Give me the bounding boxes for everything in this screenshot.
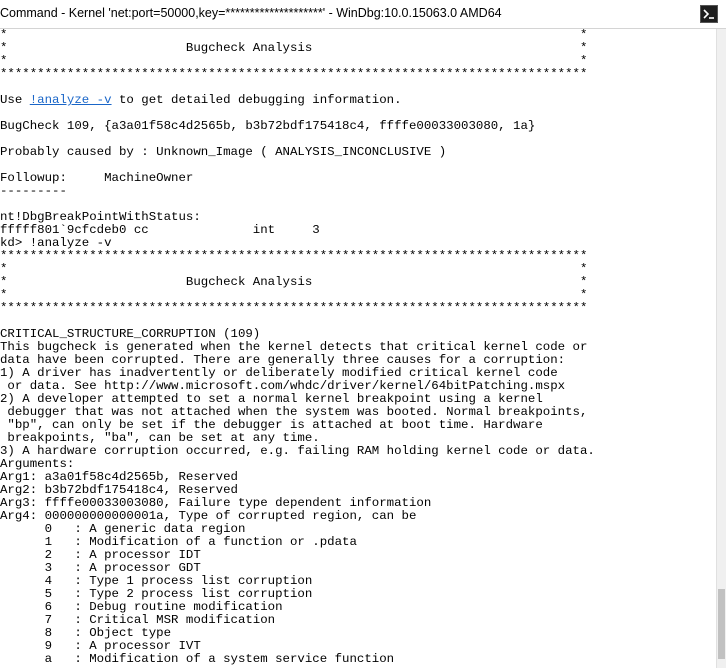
output-line	[0, 94, 716, 107]
output-line: 9 : A processor IVT	[0, 639, 201, 653]
title-bar	[0, 0, 726, 29]
output-line: *******************************************************************************	[0, 249, 588, 263]
output-line: 8 : Object type	[0, 626, 172, 640]
output-line: *******************************************************************************	[0, 67, 588, 81]
output-line: debugger that was not attached when the system was booted. Normal breakpoints,	[0, 405, 588, 419]
output-line: * *	[0, 54, 588, 68]
line-suffix: to get detailed debugging information.	[111, 93, 402, 107]
output-line: 2) A developer attempted to set a normal kernel breakpoint using a kernel	[0, 392, 543, 406]
scrollbar-thumb[interactable]	[718, 589, 725, 659]
output-line: * *	[0, 262, 588, 276]
output-line: a : Modification of a system service function	[0, 652, 395, 666]
line-prefix: Use	[0, 93, 30, 107]
output-line: Arguments:	[0, 457, 75, 471]
output-line: Followup: MachineOwner	[0, 171, 194, 185]
output-line: 5 : Type 2 process list corruption	[0, 587, 313, 601]
output-line: ---------	[0, 184, 67, 198]
output-line: * Bugcheck Analysis *	[0, 275, 588, 289]
output-line: 1 : Modification of a function or .pdata	[0, 535, 357, 549]
vertical-scrollbar[interactable]	[716, 29, 726, 668]
output-line: 1) A driver has inadvertently or deliberately modified critical kernel code	[0, 366, 558, 380]
output-line: 3) A hardware corruption occurred, e.g. failing RAM holding kernel code or data.	[0, 444, 595, 458]
output-line: * *	[0, 288, 588, 302]
output-line: CRITICAL_STRUCTURE_CORRUPTION (109)	[0, 327, 261, 341]
output-line: * *	[0, 29, 588, 42]
window-title: Command - Kernel 'net:port=50000,key=********************' - WinDbg:10.0.15063.0 AMD64	[0, 6, 502, 20]
output-line: Arg3: ffffe00033003080, Failure type dependent information	[0, 496, 432, 510]
output-line: nt!DbgBreakPointWithStatus:	[0, 210, 201, 224]
output-line: This bugcheck is generated when the kernel detects that critical kernel code or	[0, 340, 588, 354]
output-line: 0 : A generic data region	[0, 522, 246, 536]
output-line: 6 : Debug routine modification	[0, 600, 283, 614]
output-line: data have been corrupted. There are generally three causes for a corruption:	[0, 353, 566, 367]
output-line: *******************************************************************************	[0, 301, 588, 315]
output-line: Arg1: a3a01f58c4d2565b, Reserved	[0, 470, 238, 484]
output-line: BugCheck 109, {a3a01f58c4d2565b, b3b72bdf175418c4, ffffe00033003080, 1a}	[0, 119, 536, 133]
output-line: fffff801`9cfcdeb0 cc int 3	[0, 223, 320, 237]
output-line: 4 : Type 1 process list corruption	[0, 574, 313, 588]
output-line: Arg4: 000000000000001a, Type of corrupted region, can be	[0, 509, 417, 523]
output-line: or data. See http://www.microsoft.com/whdc/driver/kernel/64bitPatching.mspx	[0, 379, 566, 393]
console-prompt-icon[interactable]	[700, 5, 718, 23]
output-line: 2 : A processor IDT	[0, 548, 201, 562]
output-line: "bp", can only be set if the debugger is attached at boot time. Hardware	[0, 418, 543, 432]
output-line: 3 : A processor GDT	[0, 561, 201, 575]
output-line: breakpoints, "ba", can be set at any time.	[0, 431, 320, 445]
output-line: Probably caused by : Unknown_Image ( ANALYSIS_INCONCLUSIVE )	[0, 145, 447, 159]
analyze-link[interactable]: !analyze -v	[29, 93, 112, 107]
command-output	[0, 29, 716, 668]
output-line: Arg2: b3b72bdf175418c4, Reserved	[0, 483, 238, 497]
output-line: kd> !analyze -v	[0, 236, 112, 250]
output-line: 7 : Critical MSR modification	[0, 613, 276, 627]
output-line: * Bugcheck Analysis *	[0, 41, 588, 55]
